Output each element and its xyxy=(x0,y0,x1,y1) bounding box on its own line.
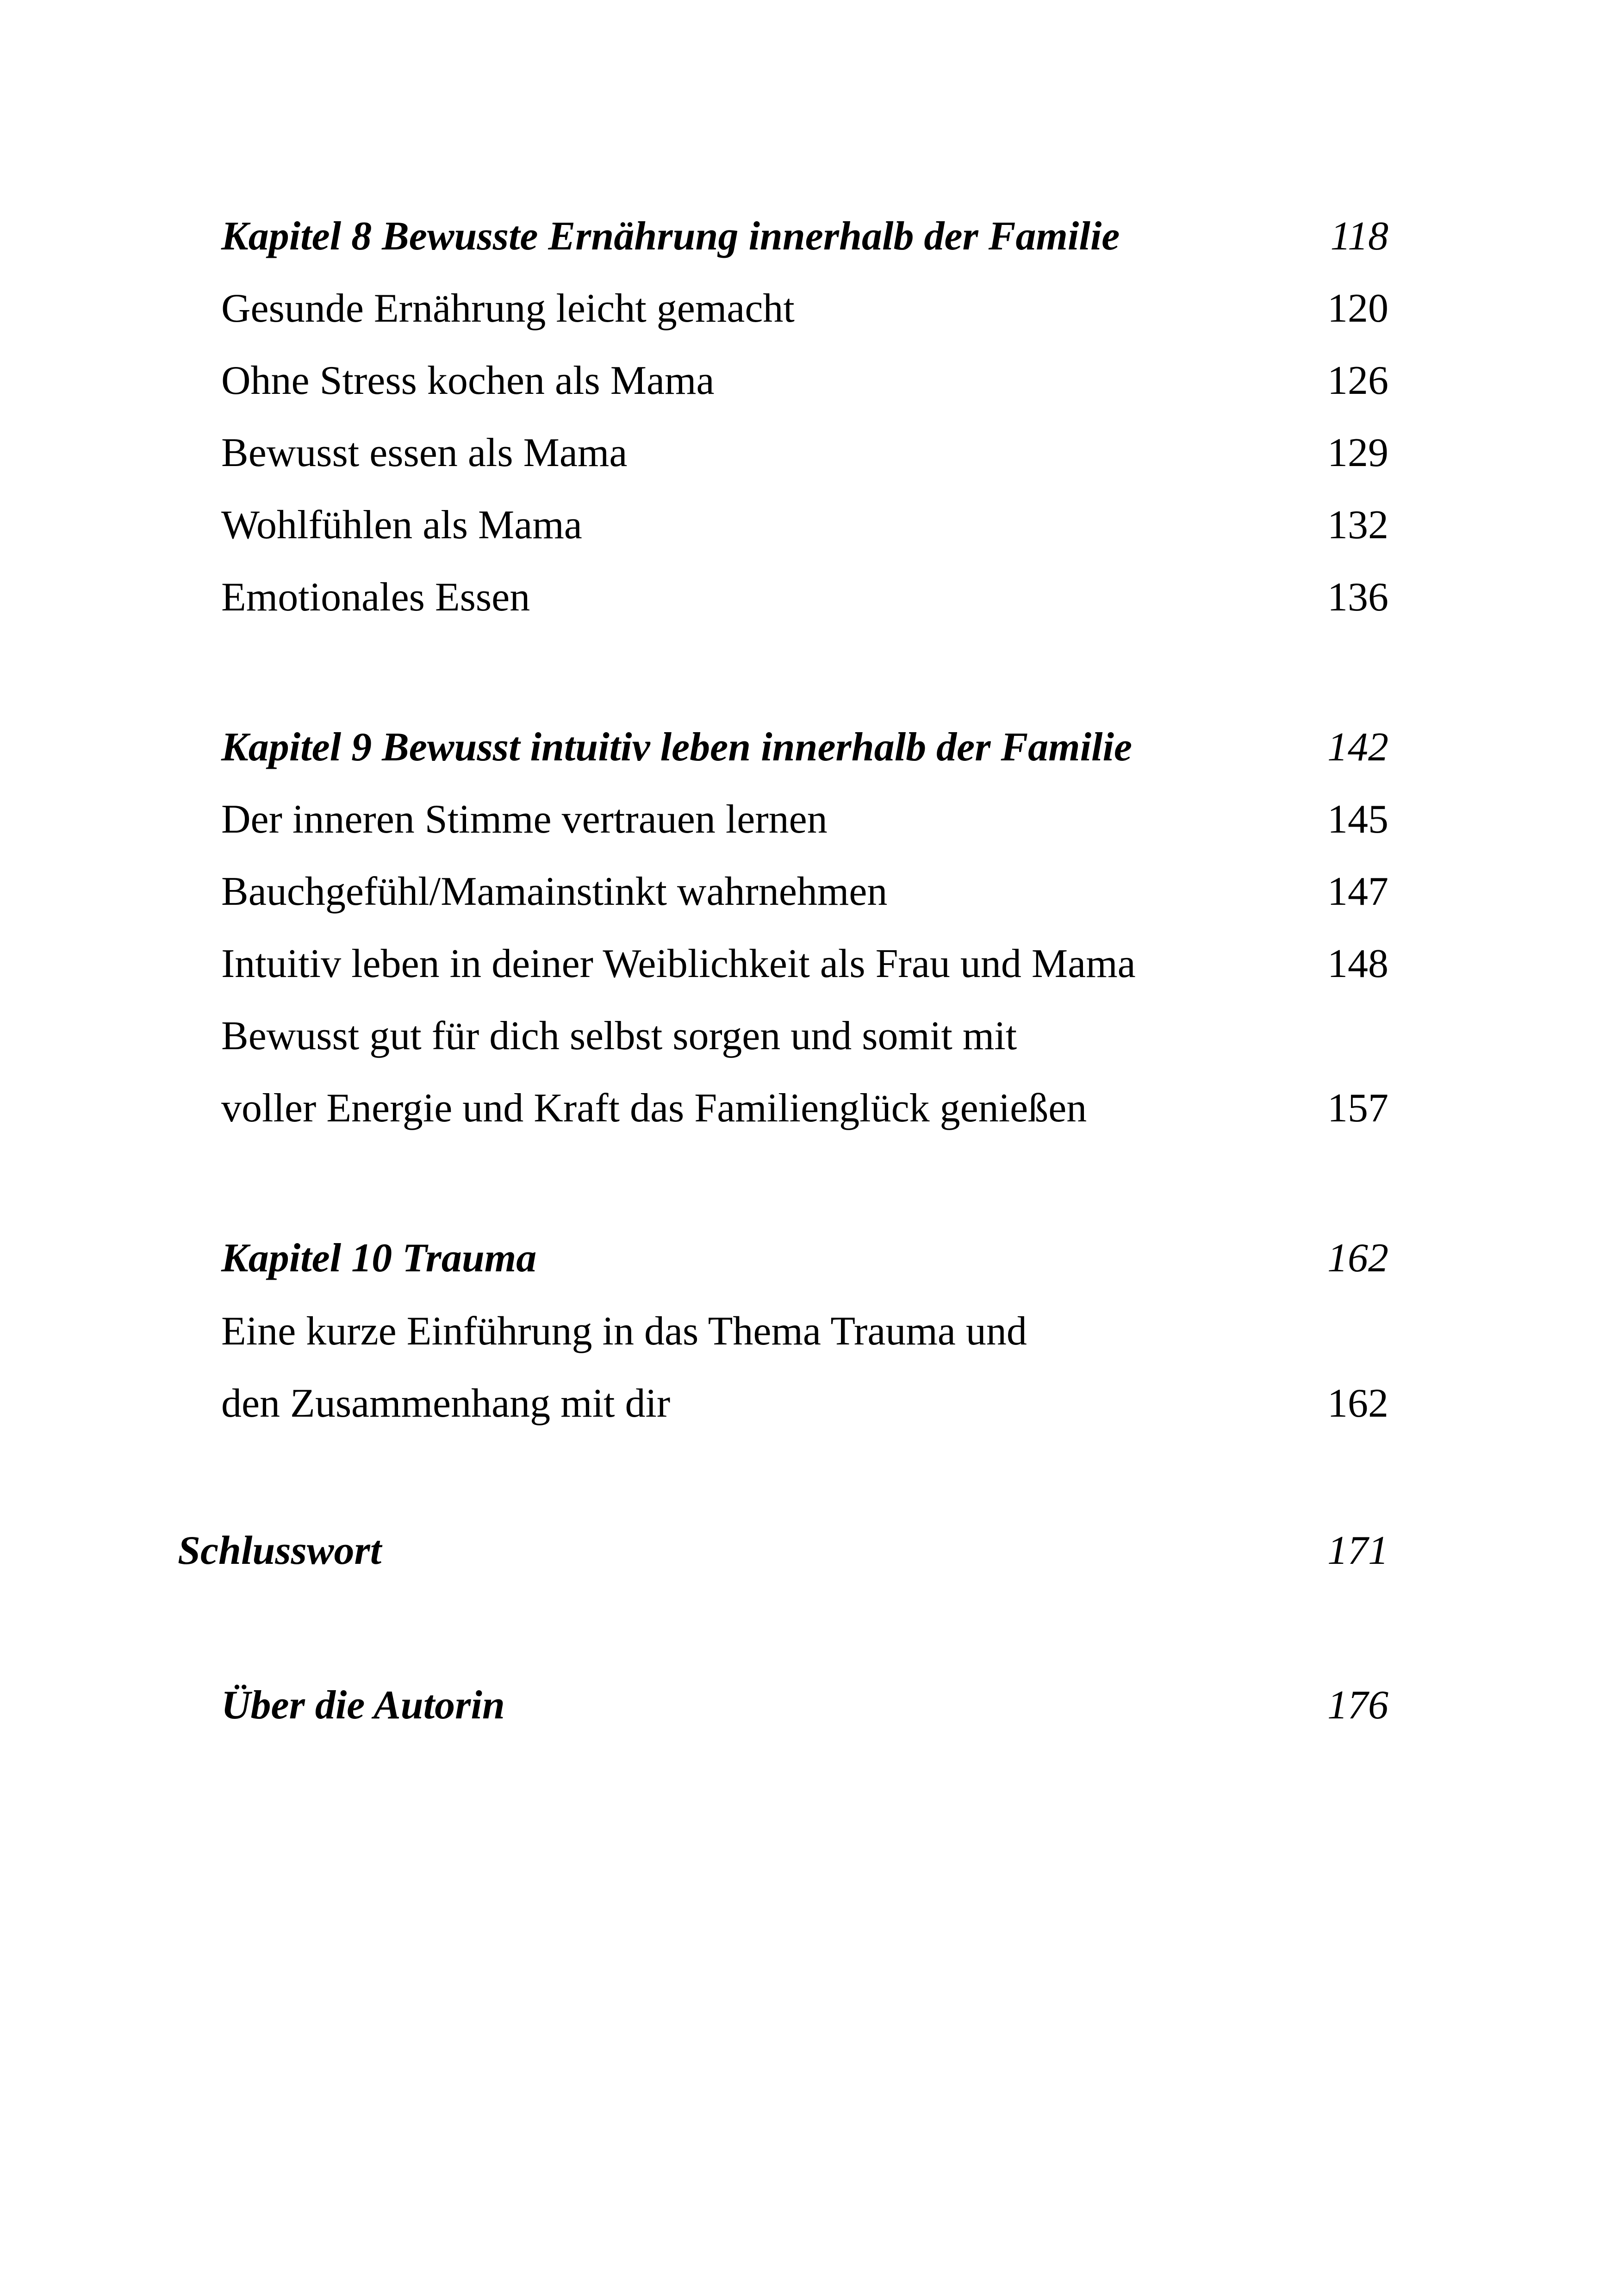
page-number: 176 xyxy=(1327,1683,1388,1728)
toc-entry xyxy=(221,790,1388,850)
entry-label: Bewusst essen als Mama xyxy=(221,430,628,475)
entry-label: Intuitiv leben in deiner Weiblichkeit als Frau und Mama xyxy=(221,941,1136,986)
page-number: 126 xyxy=(1327,358,1388,403)
chapter-title: Kapitel 8 Bewusste Ernährung innerhalb der Familie xyxy=(221,214,1120,259)
page-number: 162 xyxy=(1327,1236,1388,1281)
toc-entry-line-1 xyxy=(221,1006,1388,1066)
chapter-title: Kapitel 9 Bewusst intuitiv leben innerhalb der Familie xyxy=(221,725,1133,770)
toc-entry-line-1 xyxy=(221,1301,1388,1362)
entry-label: voller Energie und Kraft das Familienglück genießen xyxy=(221,1086,1087,1131)
page-number: 162 xyxy=(1327,1381,1388,1426)
toc-entry-line-2 xyxy=(221,1374,1388,1434)
chapter-title: Kapitel 10 Trauma xyxy=(221,1236,537,1281)
author-title: Über die Autorin xyxy=(221,1683,505,1728)
toc-chapter-9-heading xyxy=(221,717,1388,778)
page-number: 132 xyxy=(1327,503,1388,548)
page-number: 157 xyxy=(1327,1086,1388,1131)
page-number: 147 xyxy=(1327,869,1388,914)
entry-label: Bewusst gut für dich selbst sorgen und somit mit xyxy=(221,1014,1017,1058)
page-number: 129 xyxy=(1327,430,1388,475)
toc-entry xyxy=(221,351,1388,411)
entry-label: Bauchgefühl/Mamainstinkt wahrnehmen xyxy=(221,869,888,914)
toc-author-heading xyxy=(221,1675,1388,1736)
toc-entry xyxy=(221,495,1388,555)
toc-entry-line-2 xyxy=(221,1078,1388,1139)
page-number: 136 xyxy=(1327,575,1388,620)
page-number: 142 xyxy=(1327,725,1388,770)
entry-label: Gesunde Ernährung leicht gemacht xyxy=(221,286,795,331)
toc-closing-heading xyxy=(178,1521,1388,1581)
toc-entry xyxy=(221,934,1388,994)
page-number: 118 xyxy=(1330,214,1388,259)
toc-entry xyxy=(221,862,1388,922)
entry-label: Der inneren Stimme vertrauen lernen xyxy=(221,797,828,842)
entry-label: den Zusammenhang mit dir xyxy=(221,1381,671,1426)
toc-entry xyxy=(221,423,1388,483)
entry-label: Wohlfühlen als Mama xyxy=(221,503,582,548)
page-number: 171 xyxy=(1327,1528,1388,1573)
page-number: 120 xyxy=(1327,286,1388,331)
toc-entry xyxy=(221,279,1388,339)
entry-label: Ohne Stress kochen als Mama xyxy=(221,358,715,403)
closing-title: Schlusswort xyxy=(178,1528,382,1573)
toc-entry xyxy=(221,567,1388,628)
toc-chapter-10-heading xyxy=(221,1228,1388,1288)
page-number: 145 xyxy=(1327,797,1388,842)
entry-label: Eine kurze Einführung in das Thema Trauma und xyxy=(221,1309,1027,1354)
entry-label: Emotionales Essen xyxy=(221,575,530,620)
toc-chapter-8-heading xyxy=(221,206,1388,267)
page-number: 148 xyxy=(1327,941,1388,986)
